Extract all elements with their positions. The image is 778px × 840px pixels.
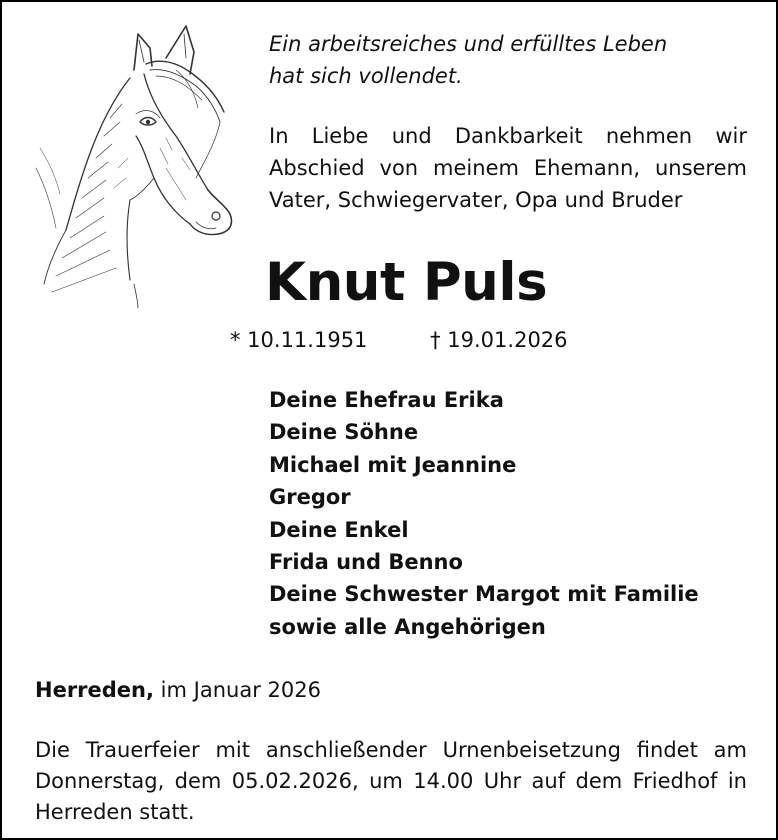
life-dates bbox=[230, 325, 568, 355]
mourner-line: Michael mit Jeannine bbox=[269, 452, 517, 477]
mourner-line: Deine Söhne bbox=[269, 420, 419, 445]
mourner-line: sowie alle Angehörigen bbox=[269, 614, 546, 639]
mourner-line: Gregor bbox=[269, 485, 351, 510]
mourner-line: Frida und Benno bbox=[269, 550, 463, 575]
place-and-date bbox=[35, 675, 321, 705]
horse-head-sketch-icon bbox=[26, 18, 246, 310]
birth-date: * 10.11.1951 bbox=[230, 328, 368, 352]
intro-verse bbox=[269, 28, 747, 92]
intro-line-2: hat sich vollendet. bbox=[269, 64, 463, 88]
death-date: † 19.01.2026 bbox=[430, 328, 568, 352]
place-date: im Januar 2026 bbox=[160, 678, 321, 702]
mourners-list bbox=[269, 384, 699, 643]
deceased-name: Knut Puls bbox=[265, 252, 548, 313]
mourner-line: Deine Schwester Margot mit Familie bbox=[269, 582, 699, 607]
farewell-text: In Liebe und Dankbarkeit nehmen wir Abschied von meinem Ehemann, unserem Vater, Schwiegervater, Opa und Bruder bbox=[269, 124, 747, 212]
intro-line-1: Ein arbeitsreiches und erfülltes Leben bbox=[269, 32, 668, 56]
mourner-line: Deine Ehefrau Erika bbox=[269, 388, 504, 412]
mourner-line: Deine Enkel bbox=[269, 517, 409, 542]
place-city: Herreden, bbox=[35, 678, 154, 702]
ceremony-info: Die Trauerfeier mit anschließender Urnenbeisetzung findet am Donnerstag, dem 05.02.2026, um 14.00 Uhr auf dem Friedhof in Herreden statt. bbox=[35, 738, 747, 824]
